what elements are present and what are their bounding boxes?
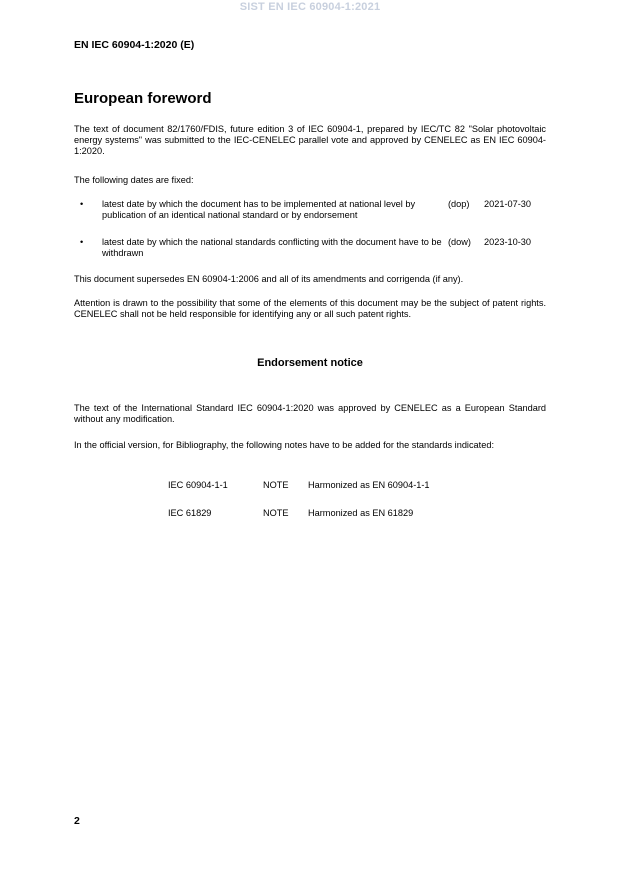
bibliography-intro: In the official version, for Bibliography, the following notes have to be added for the standards indicated:	[74, 440, 494, 450]
watermark: SIST EN IEC 60904-1:2021	[239, 1, 381, 13]
supersedes-paragraph: This document supersedes EN 60904-1:2006 and all of its amendments and corrigenda (if any).	[74, 274, 464, 284]
date-item-text: latest date by which the document has to be implemented at national level by publication of an identical national standard or by endorsement	[102, 199, 416, 220]
attention-paragraph: Attention is drawn to the possibility that some of the elements of this document may be the subject of patent rights. CENELEC shall not be held responsible for identifying any or all such patent rights.	[74, 298, 546, 319]
endorsement-title: Endorsement notice	[257, 357, 363, 369]
date-item-code: (dow)	[448, 237, 471, 247]
page-number: 2	[74, 815, 80, 827]
date-item-code: (dop)	[448, 199, 470, 209]
standard-harmonized: Harmonized as EN 61829	[308, 508, 414, 518]
date-item-text: latest date by which the national standards conflicting with the document have to be withdrawn	[102, 237, 442, 258]
endorsement-paragraph: The text of the International Standard IEC 60904-1:2020 was approved by CENELEC as a European Standard without any modification.	[74, 403, 546, 424]
date-item-date: 2023-10-30	[484, 237, 531, 247]
bullet-icon: •	[80, 237, 84, 247]
bullet-icon: •	[80, 199, 84, 209]
standard-id: IEC 60904-1-1	[168, 480, 228, 490]
dates-intro: The following dates are fixed:	[74, 175, 194, 185]
foreword-intro-paragraph: The text of document 82/1760/FDIS, future edition 3 of IEC 60904-1, prepared by IEC/TC 82 "Solar photovoltaic energy systems" was submitted to the IEC-CENELEC parallel vote and approved by CENELEC as EN IEC 60904-1:2020.	[74, 124, 546, 156]
document-id-header: EN IEC 60904-1:2020 (E)	[74, 39, 195, 51]
date-item-date: 2021-07-30	[484, 199, 531, 209]
standard-id: IEC 61829	[168, 508, 212, 518]
foreword-title: European foreword	[74, 90, 212, 107]
standard-note-label: NOTE	[263, 508, 289, 518]
standard-note-label: NOTE	[263, 480, 289, 490]
standard-harmonized: Harmonized as EN 60904-1-1	[308, 480, 430, 490]
